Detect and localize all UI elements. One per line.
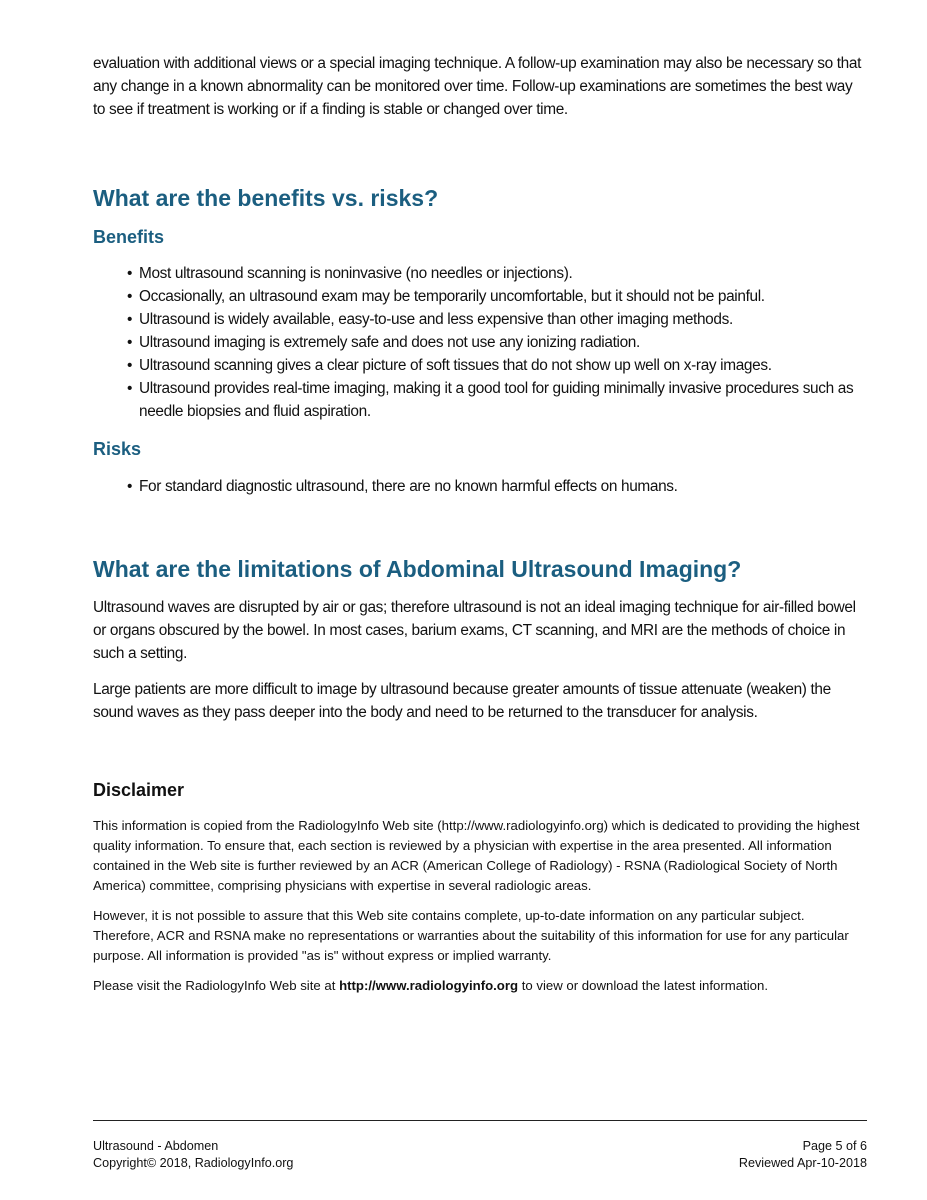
visit-suffix: to view or download the latest information. (518, 978, 769, 993)
footer-reviewed-date: Reviewed Apr-10-2018 (738, 1156, 867, 1170)
list-item: • Ultrasound scanning gives a clear picture of soft tissues that do not show up well on x-ray images. (127, 354, 868, 377)
bullet-icon: • (127, 478, 133, 495)
footer-right (739, 1138, 867, 1172)
list-item: • Occasionally, an ultrasound exam may be temporarily uncomfortable, but it should not be painful. (127, 285, 868, 308)
benefits-heading: Benefits (93, 227, 165, 247)
footer-divider (93, 1120, 867, 1121)
list-item: • Most ultrasound scanning is noninvasive (no needles or injections). (127, 262, 868, 285)
risks-heading: Risks (93, 439, 142, 459)
disclaimer-heading: Disclaimer (93, 780, 185, 800)
limitations-heading: What are the limitations of Abdominal Ultrasound Imaging? (93, 556, 742, 582)
bullet-icon: • (127, 357, 133, 374)
bullet-icon: • (127, 334, 133, 351)
bullet-icon: • (127, 265, 133, 282)
limitations-paragraph-1: Ultrasound waves are disrupted by air or gas; therefore ultrasound is not an ideal imaging technique for air-filled bowel or organs obscured by the bowel. In most cases, barium exams, CT scanning, and MRI are the methods of choice in such a setting. (93, 599, 856, 662)
limitations-paragraph-2: Large patients are more difficult to image by ultrasound because greater amounts of tissue attenuate (weaken) the sound waves as they pass deeper into the body and need to be returned to the transducer for analysis. (93, 681, 831, 721)
disclaimer-paragraph-2: However, it is not possible to assure that this Web site contains complete, up-to-date information on any particular subject. Therefore, ACR and RSNA make no representations or warranties about the suitability of this information for use for any particular purpose. All information is provided "as is" without express or implied warranty. (93, 908, 849, 963)
visit-prefix: Please visit the RadiologyInfo Web site at (93, 978, 340, 993)
footer-left (93, 1138, 293, 1172)
risks-list (93, 475, 868, 498)
list-item: • Ultrasound is widely available, easy-to-use and less expensive than other imaging methods. (127, 308, 868, 331)
list-item: • For standard diagnostic ultrasound, there are no known harmful effects on humans. (127, 475, 868, 498)
page-content (93, 52, 868, 996)
disclaimer-visit (93, 976, 868, 996)
footer-page-number: Page 5 of 6 (802, 1139, 867, 1153)
list-item: • Ultrasound imaging is extremely safe and does not use any ionizing radiation. (127, 331, 868, 354)
footer-copyright: Copyright© 2018, RadiologyInfo.org (93, 1156, 294, 1170)
list-item: • Ultrasound provides real-time imaging, making it a good tool for guiding minimally invasive procedures such as needle biopsies and fluid aspiration. (127, 377, 868, 423)
bullet-icon: • (127, 311, 133, 328)
radiologyinfo-link[interactable]: http://www.radiologyinfo.org (339, 978, 519, 993)
footer-title: Ultrasound - Abdomen (93, 1139, 219, 1153)
disclaimer-paragraph-1: This information is copied from the RadiologyInfo Web site (http://www.radiologyinfo.org) which is dedicated to providing the highest quality information. To ensure that, each section is reviewed by a physician with expertise in the area presented. All information contained in the Web site is further reviewed by an ACR (American College of Radiology) - RSNA (Radiological Society of North America) committee, comprising physicians with expertise in several radiologic areas. (93, 818, 860, 893)
benefits-risks-heading: What are the benefits vs. risks? (93, 185, 439, 211)
bullet-icon: • (127, 380, 133, 397)
bullet-icon: • (127, 288, 133, 305)
intro-paragraph: evaluation with additional views or a special imaging technique. A follow-up examination may also be necessary so that any change in a known abnormality can be monitored over time. Follow-up examinations are sometimes the best way to see if treatment is working or if a finding is stable or changed over time. (93, 55, 862, 118)
benefits-list (93, 262, 868, 423)
